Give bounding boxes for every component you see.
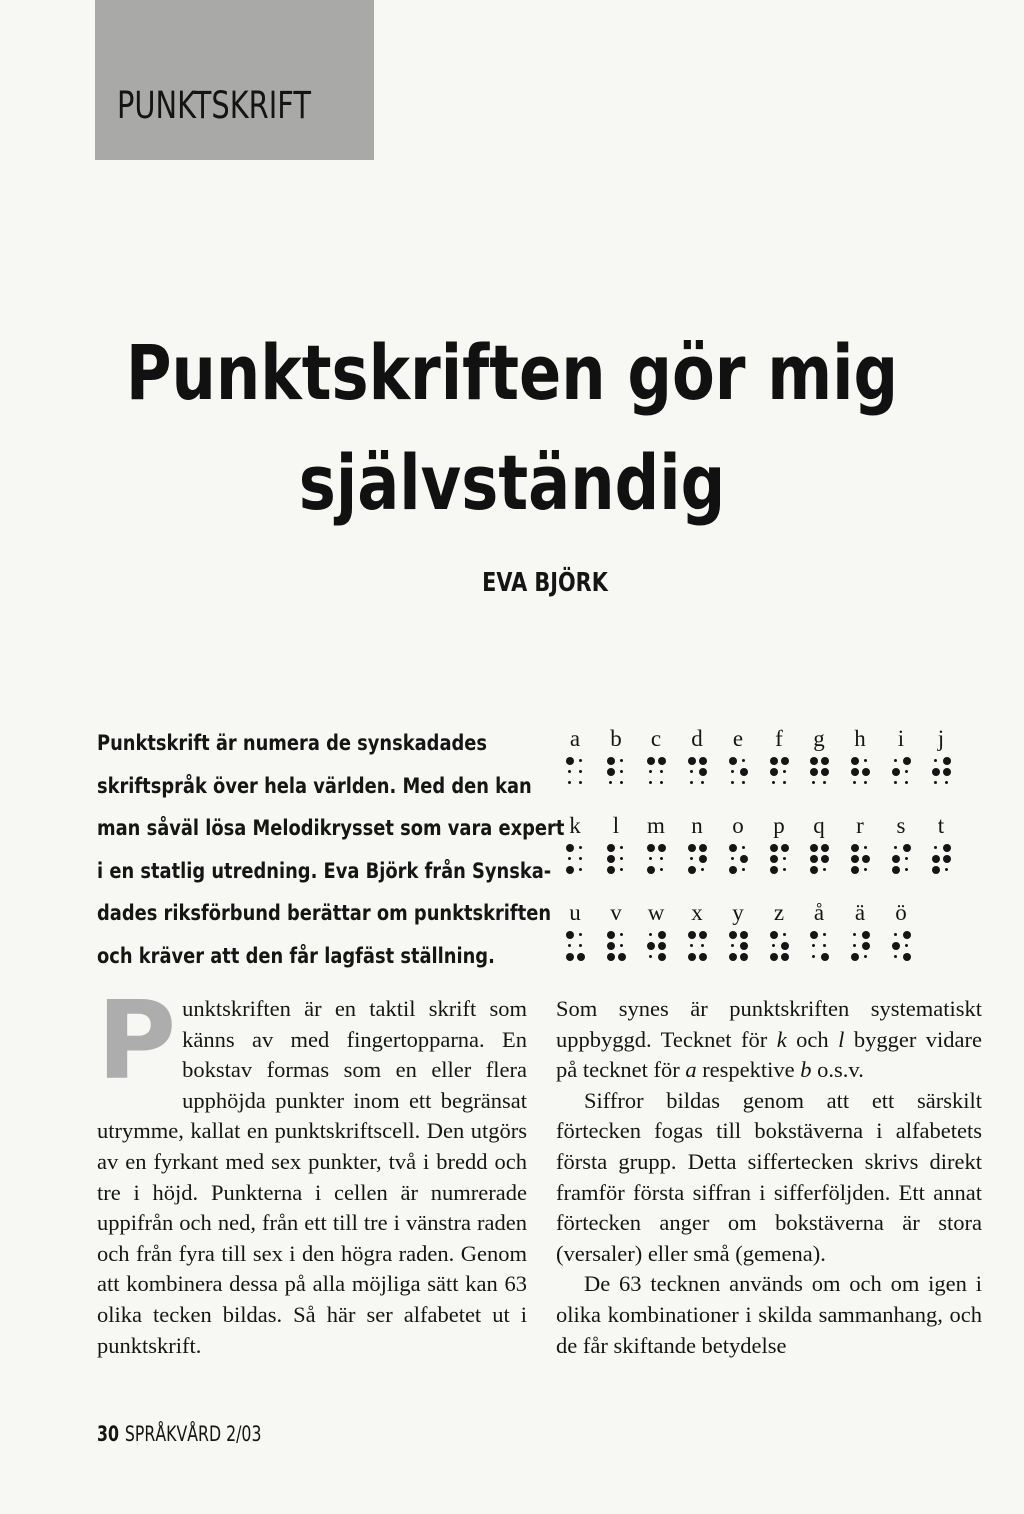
raised-dot: [769, 952, 778, 961]
raised-dot: [617, 952, 626, 961]
raised-dot: [891, 941, 900, 950]
raised-dot: [769, 865, 778, 874]
raised-dot: [891, 854, 900, 863]
italic-letter: b: [800, 1057, 812, 1083]
empty-dot-position: [780, 854, 789, 863]
raised-dot: [646, 865, 655, 874]
braille-cell: [641, 900, 671, 961]
braille-dot-pattern: [804, 843, 834, 874]
empty-dot-position: [728, 767, 737, 776]
raised-dot: [606, 854, 615, 863]
raised-dot: [769, 930, 778, 939]
empty-dot-position: [576, 778, 585, 787]
braille-letter: o: [732, 813, 744, 838]
braille-cell: [682, 813, 712, 874]
braille-cell: [764, 726, 794, 787]
empty-dot-position: [861, 952, 870, 961]
braille-cell: [845, 813, 875, 874]
raised-dot: [565, 930, 574, 939]
raised-dot: [739, 930, 748, 939]
empty-dot-position: [780, 767, 789, 776]
raised-dot: [769, 767, 778, 776]
empty-dot-position: [861, 756, 870, 765]
braille-cell: [886, 900, 916, 961]
raised-dot: [809, 843, 818, 852]
braille-dot-pattern: [764, 756, 794, 787]
braille-dot-pattern: [804, 930, 834, 961]
raised-dot: [931, 854, 940, 863]
empty-dot-position: [698, 778, 707, 787]
lead-line: Punktskrift är numera de synskadades: [97, 731, 488, 755]
empty-dot-position: [646, 778, 655, 787]
raised-dot: [861, 767, 870, 776]
raised-dot: [646, 756, 655, 765]
body-column-1: [97, 979, 527, 1361]
braille-cell: [845, 900, 875, 961]
raised-dot: [739, 854, 748, 863]
empty-dot-position: [617, 854, 626, 863]
braille-dot-pattern: [886, 843, 916, 874]
raised-dot: [891, 767, 900, 776]
raised-dot: [576, 952, 585, 961]
braille-letter: r: [856, 813, 864, 838]
empty-dot-position: [931, 843, 940, 852]
raised-dot: [687, 930, 696, 939]
raised-dot: [698, 930, 707, 939]
empty-dot-position: [617, 756, 626, 765]
braille-dot-pattern: [845, 930, 875, 961]
braille-cell: [723, 813, 753, 874]
braille-row: [560, 726, 960, 813]
braille-cell: [804, 900, 834, 961]
raised-dot: [739, 767, 748, 776]
raised-dot: [728, 930, 737, 939]
raised-dot: [809, 930, 818, 939]
raised-dot: [850, 952, 859, 961]
raised-dot: [646, 843, 655, 852]
page-footer: [97, 1422, 261, 1446]
text-run: o.s.v.: [811, 1057, 864, 1083]
raised-dot: [698, 767, 707, 776]
braille-cell: [560, 813, 590, 874]
braille-letter: å: [813, 900, 825, 925]
braille-row: [560, 813, 960, 900]
empty-dot-position: [617, 865, 626, 874]
raised-dot: [809, 767, 818, 776]
empty-dot-position: [850, 930, 859, 939]
empty-dot-position: [646, 930, 655, 939]
byline: EVA BJÖRK: [482, 568, 608, 598]
empty-dot-position: [576, 756, 585, 765]
raised-dot: [606, 952, 615, 961]
braille-dot-pattern: [560, 843, 590, 874]
raised-dot: [606, 930, 615, 939]
raised-dot: [769, 854, 778, 863]
braille-dot-pattern: [682, 756, 712, 787]
empty-dot-position: [891, 930, 900, 939]
empty-dot-position: [861, 778, 870, 787]
raised-dot: [850, 843, 859, 852]
braille-cell: [601, 900, 631, 961]
braille-letter: g: [813, 726, 825, 751]
braille-cell: [804, 726, 834, 787]
lead-line: man såväl lösa Melodikrysset som vara expert: [97, 816, 565, 840]
empty-dot-position: [646, 854, 655, 863]
braille-letter: z: [773, 900, 785, 925]
raised-dot: [606, 843, 615, 852]
empty-dot-position: [861, 865, 870, 874]
empty-dot-position: [902, 854, 911, 863]
empty-dot-position: [809, 952, 818, 961]
raised-dot: [646, 941, 655, 950]
raised-dot: [809, 854, 818, 863]
empty-dot-position: [820, 941, 829, 950]
braille-letter: m: [647, 813, 665, 838]
braille-letter: ö: [895, 900, 907, 925]
braille-dot-pattern: [845, 843, 875, 874]
empty-dot-position: [657, 778, 666, 787]
empty-dot-position: [850, 941, 859, 950]
empty-dot-position: [606, 778, 615, 787]
raised-dot: [780, 756, 789, 765]
braille-letter: e: [732, 726, 744, 751]
empty-dot-position: [728, 854, 737, 863]
raised-dot: [657, 941, 666, 950]
braille-letter: p: [773, 813, 785, 838]
braille-letter: c: [650, 726, 662, 751]
raised-dot: [606, 865, 615, 874]
raised-dot: [565, 865, 574, 874]
empty-dot-position: [698, 865, 707, 874]
raised-dot: [565, 843, 574, 852]
empty-dot-position: [565, 854, 574, 863]
headline-line-1: Punktskriften gör mig: [125, 328, 899, 417]
braille-letter: j: [937, 726, 945, 751]
text-run: Som synes är punktskriften systematiskt uppbyggd. Tecknet för: [556, 996, 982, 1052]
empty-dot-position: [687, 941, 696, 950]
lead-paragraph: [97, 722, 565, 977]
braille-letter: d: [691, 726, 703, 751]
raised-dot: [698, 843, 707, 852]
braille-dot-pattern: [601, 843, 631, 874]
braille-letter: q: [813, 813, 825, 838]
raised-dot: [931, 865, 940, 874]
raised-dot: [942, 843, 951, 852]
empty-dot-position: [617, 930, 626, 939]
braille-dot-pattern: [804, 756, 834, 787]
empty-dot-position: [576, 865, 585, 874]
raised-dot: [698, 854, 707, 863]
braille-letter: u: [569, 900, 581, 925]
empty-dot-position: [576, 767, 585, 776]
empty-dot-position: [780, 778, 789, 787]
braille-letter: y: [732, 900, 744, 925]
braille-letter: t: [937, 813, 945, 838]
lead-line: i en statlig utredning. Eva Björk från Synska-: [97, 858, 552, 883]
braille-letter: b: [610, 726, 622, 751]
empty-dot-position: [942, 865, 951, 874]
lead-line: skriftspråk över hela världen. Med den kan: [97, 773, 532, 798]
braille-letter: v: [610, 900, 622, 925]
braille-cell: [682, 900, 712, 961]
raised-dot: [850, 854, 859, 863]
section-label: PUNKTSKRIFT: [117, 84, 311, 127]
braille-dot-pattern: [641, 843, 671, 874]
braille-cell: [560, 900, 590, 961]
raised-dot: [769, 843, 778, 852]
raised-dot: [850, 767, 859, 776]
raised-dot: [687, 756, 696, 765]
braille-cell: [886, 726, 916, 787]
raised-dot: [942, 854, 951, 863]
empty-dot-position: [739, 843, 748, 852]
raised-dot: [565, 756, 574, 765]
empty-dot-position: [902, 941, 911, 950]
empty-dot-position: [780, 930, 789, 939]
raised-dot: [809, 756, 818, 765]
drop-cap: P: [97, 979, 177, 1104]
empty-dot-position: [820, 930, 829, 939]
empty-dot-position: [902, 865, 911, 874]
braille-letter: x: [691, 900, 703, 925]
raised-dot: [606, 941, 615, 950]
braille-row: [560, 900, 960, 987]
braille-cell: [764, 900, 794, 961]
text-run: bygger vidare på tecknet för: [556, 1026, 982, 1083]
page-number: 30: [97, 1422, 119, 1446]
braille-dot-pattern: [723, 930, 753, 961]
braille-dot-pattern: [723, 843, 753, 874]
braille-letter: a: [569, 726, 581, 751]
braille-letter: l: [612, 813, 620, 838]
raised-dot: [861, 941, 870, 950]
raised-dot: [606, 756, 615, 765]
braille-dot-pattern: [723, 756, 753, 787]
empty-dot-position: [769, 941, 778, 950]
braille-dot-pattern: [601, 930, 631, 961]
braille-dot-pattern: [641, 756, 671, 787]
empty-dot-position: [617, 767, 626, 776]
braille-dot-pattern: [764, 930, 794, 961]
braille-cell: [723, 900, 753, 961]
empty-dot-position: [617, 778, 626, 787]
magazine-issue: SPRÅKVÅRD 2/03: [124, 1422, 262, 1446]
raised-dot: [728, 756, 737, 765]
braille-dot-pattern: [886, 756, 916, 787]
raised-dot: [820, 843, 829, 852]
empty-dot-position: [646, 952, 655, 961]
empty-dot-position: [657, 865, 666, 874]
braille-cell: [641, 813, 671, 874]
braille-dot-pattern: [764, 843, 794, 874]
empty-dot-position: [565, 778, 574, 787]
raised-dot: [902, 843, 911, 852]
empty-dot-position: [617, 941, 626, 950]
raised-dot: [850, 865, 859, 874]
empty-dot-position: [739, 865, 748, 874]
braille-cell: [682, 726, 712, 787]
body-column-2: [556, 994, 982, 1361]
braille-cell: [804, 813, 834, 874]
paragraph-text: unktskriften är en taktil skrift som känns av med fingertopparna. En bokstav formas som en eller flera upphöjda punkter inom ett begränsat utrymme, kallat en punktskriftscell. Den utgörs av en fyrkant med sex punkter, två i bredd och tre i höjd. Punkterna i cellen är numrerade uppifrån och ned, från ett till tre i vänstra raden och från fyra till sex i den högra raden. Genom att kombinera dessa på alla möjliga sätt kan 63 olika tecken bildas. Så här ser alfabetet ut i punktskrift.: [97, 996, 527, 1358]
empty-dot-position: [769, 778, 778, 787]
empty-dot-position: [780, 865, 789, 874]
raised-dot: [902, 756, 911, 765]
raised-dot: [780, 941, 789, 950]
empty-dot-position: [809, 941, 818, 950]
raised-dot: [687, 843, 696, 852]
braille-cell: [926, 726, 956, 787]
raised-dot: [739, 941, 748, 950]
raised-dot: [820, 854, 829, 863]
empty-dot-position: [576, 930, 585, 939]
raised-dot: [942, 756, 951, 765]
raised-dot: [606, 767, 615, 776]
empty-dot-position: [891, 756, 900, 765]
raised-dot: [657, 930, 666, 939]
empty-dot-position: [739, 778, 748, 787]
empty-dot-position: [698, 941, 707, 950]
text-run: respektive: [696, 1057, 801, 1083]
text-run: och: [786, 1026, 839, 1052]
raised-dot: [780, 843, 789, 852]
empty-dot-position: [576, 854, 585, 863]
empty-dot-position: [902, 767, 911, 776]
empty-dot-position: [687, 778, 696, 787]
section-tab: [95, 0, 374, 160]
raised-dot: [657, 843, 666, 852]
braille-cell: [641, 726, 671, 787]
raised-dot: [769, 756, 778, 765]
raised-dot: [657, 952, 666, 961]
raised-dot: [902, 952, 911, 961]
empty-dot-position: [576, 843, 585, 852]
empty-dot-position: [891, 952, 900, 961]
empty-dot-position: [891, 778, 900, 787]
empty-dot-position: [931, 778, 940, 787]
braille-cell: [560, 726, 590, 787]
empty-dot-position: [576, 941, 585, 950]
raised-dot: [687, 865, 696, 874]
empty-dot-position: [809, 778, 818, 787]
empty-dot-position: [850, 778, 859, 787]
braille-letter: ä: [854, 900, 866, 925]
braille-dot-pattern: [641, 930, 671, 961]
braille-dot-pattern: [560, 756, 590, 787]
headline: [92, 318, 932, 538]
headline-line-2: självständig: [298, 438, 726, 527]
raised-dot: [820, 952, 829, 961]
raised-dot: [809, 865, 818, 874]
raised-dot: [820, 767, 829, 776]
lead-line: dades riksförbund berättar om punktskriften: [97, 901, 552, 925]
raised-dot: [891, 865, 900, 874]
empty-dot-position: [687, 854, 696, 863]
empty-dot-position: [820, 778, 829, 787]
braille-cell: [601, 813, 631, 874]
braille-dot-pattern: [886, 930, 916, 961]
lead-line: och kräver att den får lagfäst ställning.: [97, 943, 495, 968]
empty-dot-position: [657, 767, 666, 776]
raised-dot: [850, 756, 859, 765]
empty-dot-position: [931, 756, 940, 765]
italic-letter: k: [776, 1026, 787, 1052]
italic-letter: a: [685, 1057, 697, 1083]
braille-alphabet-table: [560, 726, 960, 987]
empty-dot-position: [902, 778, 911, 787]
empty-dot-position: [861, 843, 870, 852]
raised-dot: [698, 756, 707, 765]
empty-dot-position: [728, 778, 737, 787]
raised-dot: [861, 930, 870, 939]
raised-dot: [739, 952, 748, 961]
raised-dot: [687, 952, 696, 961]
raised-dot: [931, 767, 940, 776]
braille-cell: [926, 813, 956, 874]
braille-letter: f: [775, 726, 783, 751]
braille-letter: i: [897, 726, 905, 751]
braille-letter: k: [569, 813, 581, 838]
braille-cell: [723, 726, 753, 787]
empty-dot-position: [728, 941, 737, 950]
body-paragraph: [556, 994, 982, 1086]
braille-letter: h: [854, 726, 866, 751]
braille-cell: [601, 726, 631, 787]
braille-dot-pattern: [682, 843, 712, 874]
braille-dot-pattern: [682, 930, 712, 961]
empty-dot-position: [891, 843, 900, 852]
braille-dot-pattern: [926, 843, 956, 874]
braille-dot-pattern: [560, 930, 590, 961]
empty-dot-position: [565, 941, 574, 950]
italic-letter: l: [838, 1026, 845, 1052]
empty-dot-position: [657, 854, 666, 863]
braille-letter: w: [647, 900, 665, 925]
body-paragraph: Siffror bildas genom att ett särskilt förtecken fogas till bokstäverna i alfabetets första grupp. Detta siffertecken skrivs direkt framför första siffran i sifferföljden. Ett annat förtecken anger om bokstäverna är stora (versaler) eller små (gemena).: [556, 1087, 982, 1266]
empty-dot-position: [565, 767, 574, 776]
braille-dot-pattern: [845, 756, 875, 787]
raised-dot: [728, 843, 737, 852]
braille-cell: [764, 813, 794, 874]
raised-dot: [942, 767, 951, 776]
braille-cell: [845, 726, 875, 787]
raised-dot: [861, 854, 870, 863]
body-paragraph: [97, 979, 527, 1361]
empty-dot-position: [820, 865, 829, 874]
raised-dot: [902, 930, 911, 939]
braille-dot-pattern: [926, 756, 956, 787]
empty-dot-position: [646, 767, 655, 776]
body-paragraph: De 63 tecknen används om och om igen i olika kombinationer i skilda sammanhang, och de får skiftande betydelse: [556, 1271, 982, 1358]
raised-dot: [820, 756, 829, 765]
raised-dot: [657, 756, 666, 765]
raised-dot: [565, 952, 574, 961]
braille-letter: s: [896, 813, 906, 838]
raised-dot: [698, 952, 707, 961]
raised-dot: [780, 952, 789, 961]
empty-dot-position: [942, 778, 951, 787]
braille-cell: [886, 813, 916, 874]
raised-dot: [728, 952, 737, 961]
empty-dot-position: [617, 843, 626, 852]
empty-dot-position: [739, 756, 748, 765]
raised-dot: [728, 865, 737, 874]
braille-letter: n: [691, 813, 703, 838]
empty-dot-position: [687, 767, 696, 776]
braille-dot-pattern: [601, 756, 631, 787]
